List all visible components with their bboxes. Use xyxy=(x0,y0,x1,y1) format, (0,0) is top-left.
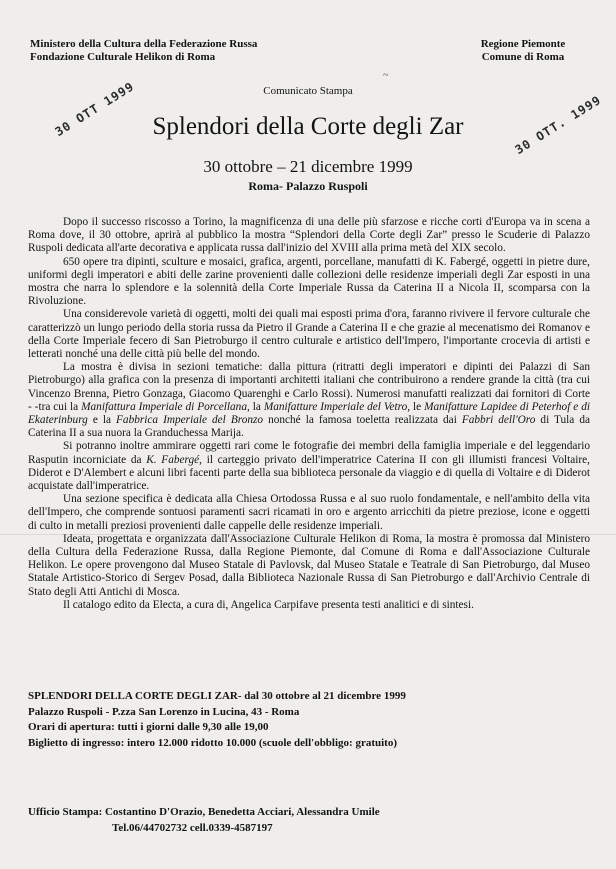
summary-title: SPLENDORI DELLA CORTE DEGLI ZAR- dal 30 ottobre al 21 dicembre 1999 xyxy=(28,690,406,702)
header-ministry: Ministero della Cultura della Federazione Russa xyxy=(30,38,258,50)
paragraph-church: Una sezione specifica è dedicata alla Chiesa Ortodossa Russa e al suo ruolo fondamentale, e nell'ambito della vita dell'Impero, che comprende sontuosi paramenti sacri ricamati in oro e argento arricchiti da pietre preziose, icone e oggetti di culto in metalli preziosi provenienti dalle cappelle delle residenze imperiali. xyxy=(28,493,590,532)
exhibition-summary xyxy=(28,689,406,751)
date-stamp-right: 30 OTT. 1999 xyxy=(512,92,604,157)
paragraph-catalogue: Il catalogo edito da Electa, a cura di, Angelica Carpifave presenta testi analitici e di sintesi. xyxy=(63,598,474,611)
summary-hours: Orari di apertura: tutti i giorni dalle 9,30 alle 19,00 xyxy=(28,721,269,733)
header-foundation: Fondazione Culturale Helikon di Roma xyxy=(30,51,216,63)
paragraph-variety: Una considerevole varietà di oggetti, molti dei quali mai esposti prima d'ora, faranno rivivere il fervore culturale che caratterizzò un lungo periodo della storia russa da Pietro il Grande a Caterina II e che grazie al mecenatismo dei Romanov e della Corte Imperiale fecero di San Pietroburgo il centro culturale e artistico dell'Impero, l'importante crocevia di artisti e letterati nonché una delle città più belle del mondo. xyxy=(28,308,590,361)
date-stamp-left: 30 OTT 1999 xyxy=(52,79,137,139)
header-right xyxy=(473,38,573,64)
paragraph-organizers: Ideata, progettata e organizzata dall'Associazione Culturale Helikon di Roma, la mostra è promossa dal Ministero della Cultura della Federazione Russa, dalla Regione Piemonte, dal Comune di Roma e dall'Associazione Culturale Helikon. Le opere provengono dal Museo Statale di Pavlovsk, dal Museo Statale e Teatrale di San Pietroburgo, dal Museo Statale Artistico-Storico di Sergev Posad, dalla Biblioteca Nazionale Russa di San Pietroburgo e dall'Archivio Centrale di Stato degli Atti Antichi di Mosca. xyxy=(28,532,590,598)
exhibition-dates: 30 ottobre – 21 dicembre 1999 xyxy=(203,157,413,176)
paragraph-sections: La mostra è divisa in sezioni tematiche: dalla pittura (ritratti degli imperatori e dipinti dei Palazzi di San Pietroburgo) alla grafica con la presenza di importanti architetti italiani che contribuirono a rendere grande la città (tra cui Vincenzo Brenna, Pietro Gonzaga, Giacomo Quarenghi e Carlo Rossi). Numerosi manufatti realizzati dai fornitori di Corte - -tra cui la Manifattura Imperiale di Porcellana, la Manifatture Imperiale del Vetro, le Manifatture Lapidee di Peterhof e di Ekaterinburg e la Fabbrica Imperiale del Bronzo nonché la famosa toeletta realizzata dai Fabbri dell'Oro di Tula da Caterina II a sua nuora la Granduchessa Marija. xyxy=(28,361,590,440)
page-title: Splendori della Corte degli Zar xyxy=(152,113,464,140)
paragraph-intro: Dopo il successo riscosso a Torino, la magnificenza di una delle più sfarzose e ricche corti d'Europa va in scena a Roma dove, il 30 ottobre, aprirà al pubblico la mostra “Splendori della Corte degli Zar” presso le Scuderie di Palazzo Ruspoli dedicata all'arte decorativa e applicata russa dall'inizio del XVIII alla prima metà del XIX secolo. xyxy=(28,216,590,255)
press-phone: Tel.06/44702732 cell.0339-4587197 xyxy=(112,821,273,834)
press-office xyxy=(28,805,380,836)
header-comune: Comune di Roma xyxy=(481,51,565,63)
press-contacts: Ufficio Stampa: Costantino D'Orazio, Benedetta Acciari, Alessandra Umile xyxy=(28,806,380,818)
summary-tickets: Biglietto di ingresso: intero 12.000 ridotto 10.000 (scuole dell'obbligo: gratuito) xyxy=(28,736,397,749)
body-text xyxy=(28,216,590,612)
paragraph-works: 650 opere tra dipinti, sculture e mosaici, grafica, argenti, porcellane, manufatti di K. Fabergé, oggetti in pietre dure, uniformi degli imperatori e abiti delle zarine provenienti dalle collezioni delle residenze imperiali degli Zar esposti in una mostra che narra lo splendore e la solennità della Corte Imperiale Russa da Caterina II a Nicola II, scomparsa con la Rivoluzione. xyxy=(28,255,590,308)
paragraph-rare-objects: Si potranno inoltre ammirare oggetti rari come le fotografie dei membri della famiglia imperiale e del leggendario Rasputin incorniciate da K. Fabergé, il carteggio privato dell'imperatrice Caterina II con gli illumisti francesi Voltaire, Diderot e D'Alembert e alcuni libri facenti parte della sua biblioteca personale da viaggio e di quella di Voltaire e di Diderot acquistate dall'imperatrice. xyxy=(28,440,591,493)
header-left xyxy=(30,38,257,64)
comunicato-label: Comunicato Stampa xyxy=(263,85,353,97)
stray-mark: ~ xyxy=(383,70,389,81)
header-region: Regione Piemonte xyxy=(480,38,566,50)
summary-address: Palazzo Ruspoli - P.zza San Lorenzo in Lucina, 43 - Roma xyxy=(28,705,300,718)
exhibition-venue: Roma- Palazzo Ruspoli xyxy=(248,179,368,193)
